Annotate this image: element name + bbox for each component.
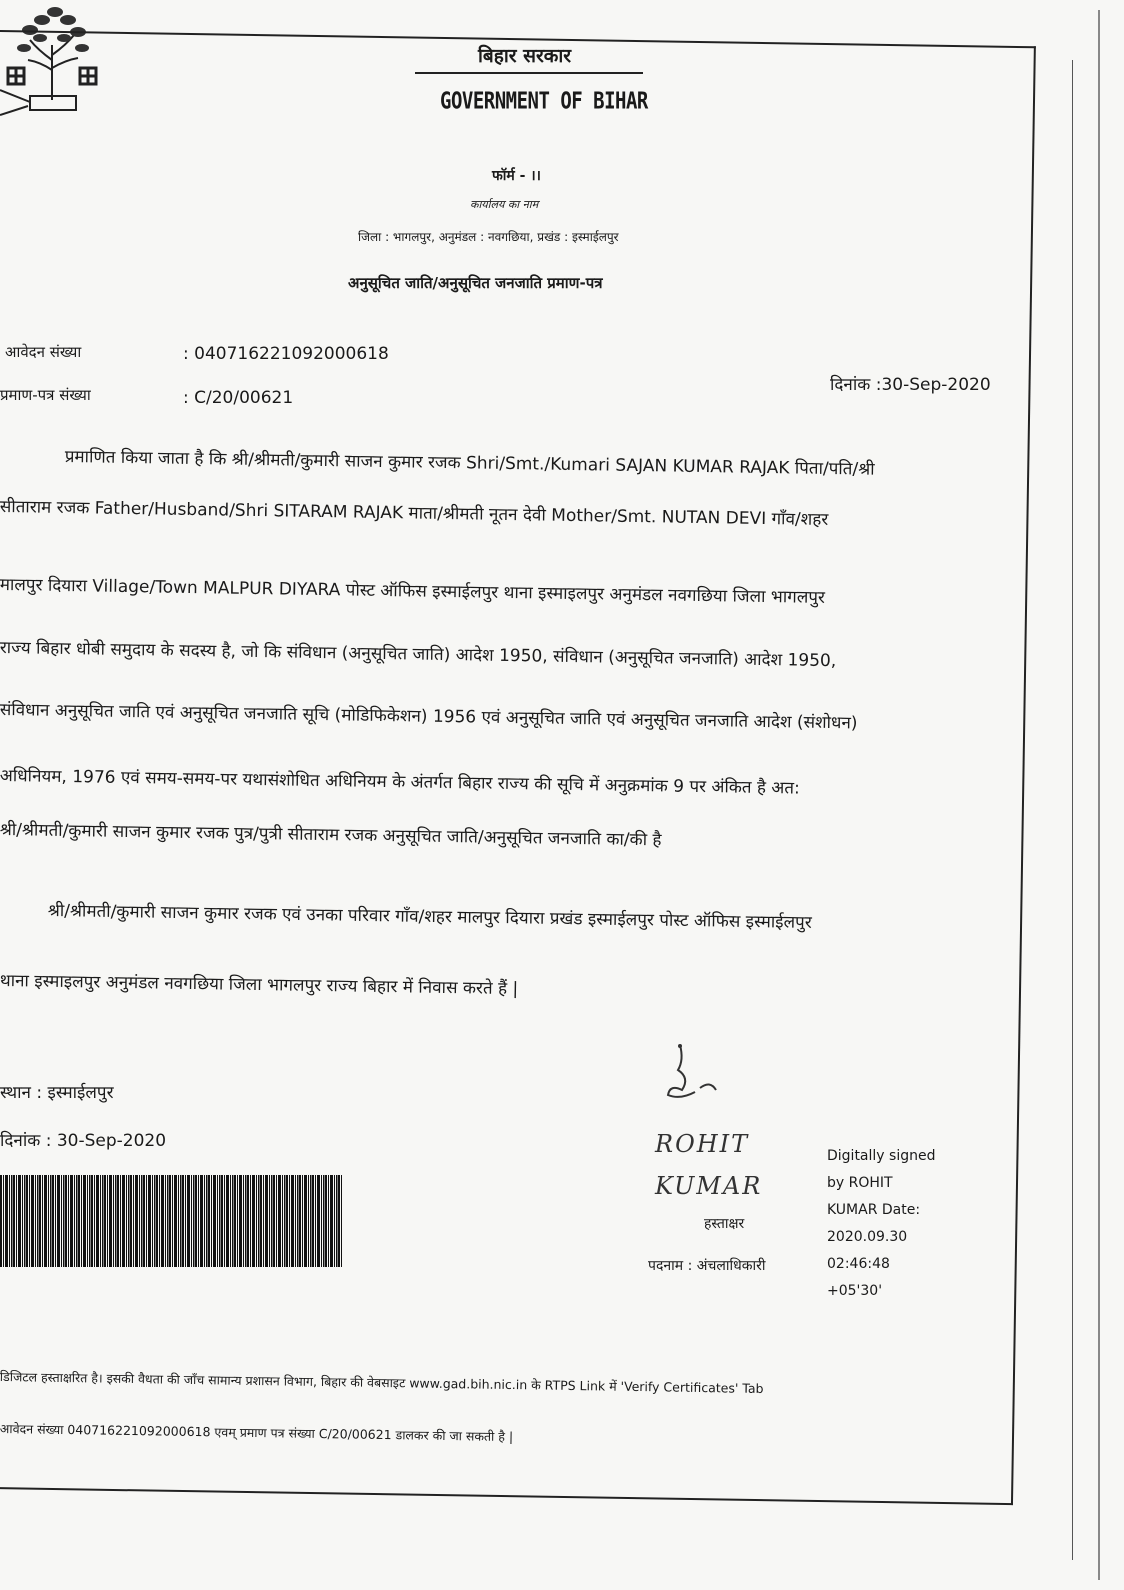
- body-line: प्रमाणित किया जाता है कि श्री/श्रीमती/कुमारी साजन कुमार रजक Shri/Smt./Kumari SAJAN KUMAR RAJAK पिता/पति/श्री: [64, 446, 875, 480]
- body-line: अधिनियम, 1976 एवं समय-समय-पर यथासंशोधित अधिनियम के अंतर्गत बिहार राज्य की सूचि में अनुक्रमांक 9 पर अंकित है अत:: [0, 765, 800, 799]
- body-line: राज्य बिहार धोबी समुदाय के सदस्य है, जो कि संविधान (अनुसूचित जाति) आदेश 1950, संविधान (अनुसूचित जनजाति) आदेश 1950,: [0, 637, 837, 672]
- designation: पदनाम : अंचलाधिकारी: [648, 1258, 766, 1274]
- office-label: कार्यालय का नाम: [470, 198, 539, 211]
- certificate-number-value: : C/20/00621: [183, 388, 294, 408]
- application-number-label: आवेदन संख्या: [5, 343, 82, 361]
- body-line: मालपुर दियारा Village/Town MALPUR DIYARA पोस्ट ऑफिस इस्माईलपुर थाना इस्माइलपुर अनुमंडल नवगछिया जिला भागलपुर: [0, 574, 826, 608]
- body-line: श्री/श्रीमती/कुमारी साजन कुमार रजक एवं उनका परिवार गाँव/शहर मालपुर दियारा प्रखंड इस्माईलपुर पोस्ट ऑफिस इस्माईलपुर: [47, 900, 812, 933]
- signatory-name-line2: KUMAR: [655, 1172, 763, 1200]
- place-of-issue: स्थान : इस्माईलपुर: [0, 1083, 114, 1103]
- issue-date: दिनांक :30-Sep-2020: [830, 375, 991, 395]
- scan-edge-line: [1072, 60, 1073, 1560]
- date-of-issue: दिनांक : 30-Sep-2020: [0, 1131, 167, 1151]
- body-line: संविधान अनुसूचित जाति एवं अनुसूचित जनजाति सूचि (मोडिफिकेशन) 1956 एवं अनुसूचित जाति एवं अनुसूचित जनजाति आदेश (संशोधन): [0, 699, 858, 734]
- body-line: श्री/श्रीमती/कुमारी साजन कुमार रजक पुत्र/पुत्री सीताराम रजक अनुसूचित जाति/अनुसूचित जनजाति का/की है: [0, 819, 662, 851]
- signature-label: हस्ताक्षर: [704, 1216, 745, 1232]
- signature-scribble-icon: [650, 1040, 730, 1120]
- signatory-name-line1: ROHIT: [655, 1130, 750, 1158]
- verification-note-line2: आवेदन संख्या 040716221092000618 एवम् प्रमाण पत्र संख्या C/20/00621 डालकर की जा सकती है |: [0, 1420, 514, 1445]
- body-line: थाना इस्माइलपुर अनुमंडल नवगछिया जिला भागलपुर राज्य बिहार में निवास करते हैं |: [0, 970, 519, 1000]
- form-number: फॉर्म - ।।: [492, 168, 541, 184]
- government-title-hindi: बिहार सरकार: [478, 45, 572, 67]
- digital-signature-stamp: Digitally signed by ROHIT KUMAR Date: 2020.09.30 02:46:48 +05'30': [827, 1148, 936, 1299]
- verification-note-line1: डिजिटल हस्ताक्षरित है। इसकी वैधता की जाँच सामान्य प्रशासन विभाग, बिहार की वेबसाइट www.gad.bih.nic.in के RTPS Link में 'Verify Certificates' Tab: [0, 1368, 764, 1396]
- certificate-title: अनुसूचित जाति/अनुसूचित जनजाति प्रमाण-पत्र: [348, 274, 603, 292]
- barcode-icon: [0, 1175, 342, 1267]
- certificate-number-label: प्रमाण-पत्र संख्या: [0, 386, 91, 404]
- office-details: जिला : भागलपुर, अनुमंडल : नवगछिया, प्रखंड : इस्माईलपुर: [358, 230, 619, 244]
- government-title-english: GOVERNMENT OF BIHAR: [440, 88, 648, 115]
- body-line: सीताराम रजक Father/Husband/Shri SITARAM RAJAK माता/श्रीमती नूतन देवी Mother/Smt. NUTAN DEVI गाँव/शहर: [0, 496, 829, 531]
- scan-edge-line: [1098, 10, 1100, 1580]
- application-number-value: : 040716221092000618: [183, 344, 389, 364]
